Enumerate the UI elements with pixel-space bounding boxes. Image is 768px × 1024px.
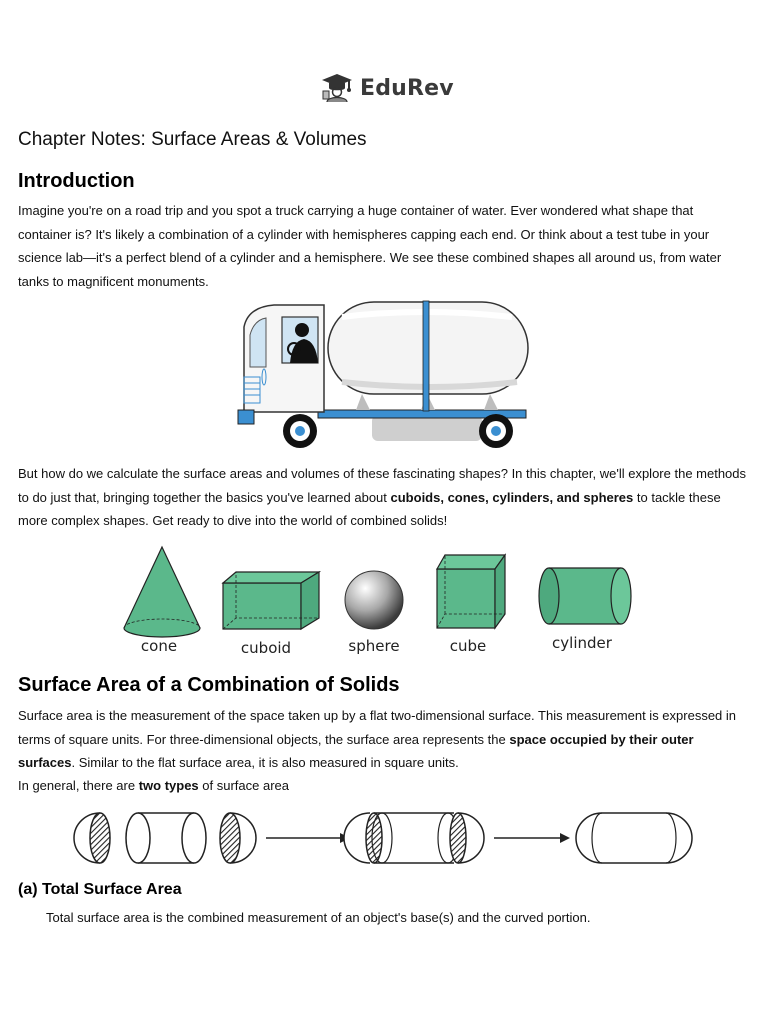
total-surface-area-paragraph: Total surface area is the combined measurement of an object's base(s) and the curved portion. bbox=[46, 910, 591, 925]
intro-p2-bold: cuboids, cones, cylinders, and spheres bbox=[390, 489, 634, 505]
introduction-paragraph-1: Imagine you're on a road trip and you spot a truck carrying a huge container of water. Ever wondered what shape that container is? It's likely a combination of a cylinder with hemispheres capping each end. Or think about a test tube in your science lab—it's a perfect blend of a cylinder and a hemisphere. We see these combined shapes all around us, from water tanks to magnificent monuments. bbox=[18, 203, 722, 290]
surface-area-types-line bbox=[18, 774, 750, 798]
graduation-cap-student-icon bbox=[320, 73, 354, 103]
cuboid-shape bbox=[223, 572, 319, 629]
brand-name: EduRev bbox=[360, 75, 454, 101]
sa-text-2: . Similar to the flat surface area, it is also measured in square units. bbox=[71, 755, 459, 771]
page-title: Chapter Notes: Surface Areas & Volumes bbox=[18, 129, 367, 150]
intro-p2-text-1: But how do we calculate the surface areas and volumes of these fascinating shapes? In this chapter, we'll explore the methods to do just that, bringing together the basics you've learned about bbox=[18, 466, 747, 505]
label-cone: cone bbox=[140, 637, 178, 655]
sa-bold: space occupied by their outer surfaces bbox=[18, 731, 694, 771]
types-bold: two types bbox=[138, 778, 199, 793]
surface-area-heading: Surface Area of a Combination of Solids bbox=[18, 674, 400, 696]
label-cuboid: cuboid bbox=[240, 639, 292, 657]
tanker-truck-illustration bbox=[232, 297, 532, 462]
introduction-heading: Introduction bbox=[18, 170, 135, 192]
basic-solids-illustration bbox=[115, 542, 645, 665]
label-cube: cube bbox=[449, 637, 487, 655]
cube-shape bbox=[437, 555, 505, 628]
total-surface-area-heading: (a) Total Surface Area bbox=[18, 881, 182, 898]
introduction-paragraph-2 bbox=[18, 462, 750, 533]
intro-p2-text-2: to tackle these more complex shapes. Get ready to dive into the world of combined solids! bbox=[18, 489, 721, 529]
cone-shape bbox=[124, 547, 200, 637]
edurev-logo[interactable] bbox=[320, 72, 454, 104]
sphere-shape bbox=[345, 571, 403, 629]
surface-area-paragraph bbox=[18, 704, 750, 775]
sa-text-1: Surface area is the measurement of the space taken up by a flat two-dimensional surface. This measurement is expressed in terms of square units. For three-dimensional objects, the surface area represents the bbox=[18, 708, 737, 747]
capsule-combination-diagram bbox=[70, 808, 700, 873]
label-cylinder: cylinder bbox=[552, 634, 612, 652]
types-text-1: In general, there are bbox=[18, 778, 139, 793]
cylinder-shape bbox=[539, 568, 631, 624]
label-sphere: sphere bbox=[348, 637, 400, 655]
types-text-2: of surface area bbox=[198, 778, 289, 793]
